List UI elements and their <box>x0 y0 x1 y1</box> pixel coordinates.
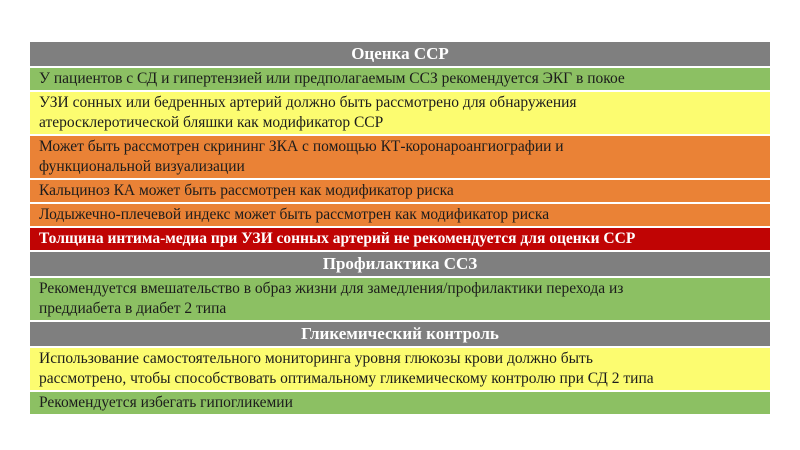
table-row: Использование самостоятельного мониторинга уровня глюкозы крови должно быть рассмотрено, чтобы способствовать оптимальному гликемическому контролю при СД 2 типа <box>30 348 770 390</box>
table-row: УЗИ сонных или бедренных артерий должно быть рассмотрено для обнаружения атеросклеротической бляшки как модификатор ССР <box>30 92 770 134</box>
table-row: Лодыжечно-плечевой индекс может быть рассмотрен как модификатор риска <box>30 204 770 226</box>
table-row: У пациентов с СД и гипертензией или предполагаемым ССЗ рекомендуется ЭКГ в покое <box>30 68 770 90</box>
table-row: Толщина интима-медиа при УЗИ сонных артерий не рекомендуется для оценки ССР <box>30 228 770 250</box>
table-row: Рекомендуется вмешательство в образ жизни для замедления/профилактики перехода из преддиабета в диабет 2 типа <box>30 278 770 320</box>
table-row: Кальциноз КА может быть рассмотрен как модификатор риска <box>30 180 770 202</box>
section-header: Профилактика ССЗ <box>30 252 770 276</box>
section-header: Оценка ССР <box>30 42 770 66</box>
section-header: Гликемический контроль <box>30 322 770 346</box>
recommendations-table <box>30 42 770 416</box>
table-row: Рекомендуется избегать гипогликемии <box>30 392 770 414</box>
table-row: Может быть рассмотрен скрининг ЗКА с помощью КТ-коронароангиографии и функциональной визуализации <box>30 136 770 178</box>
